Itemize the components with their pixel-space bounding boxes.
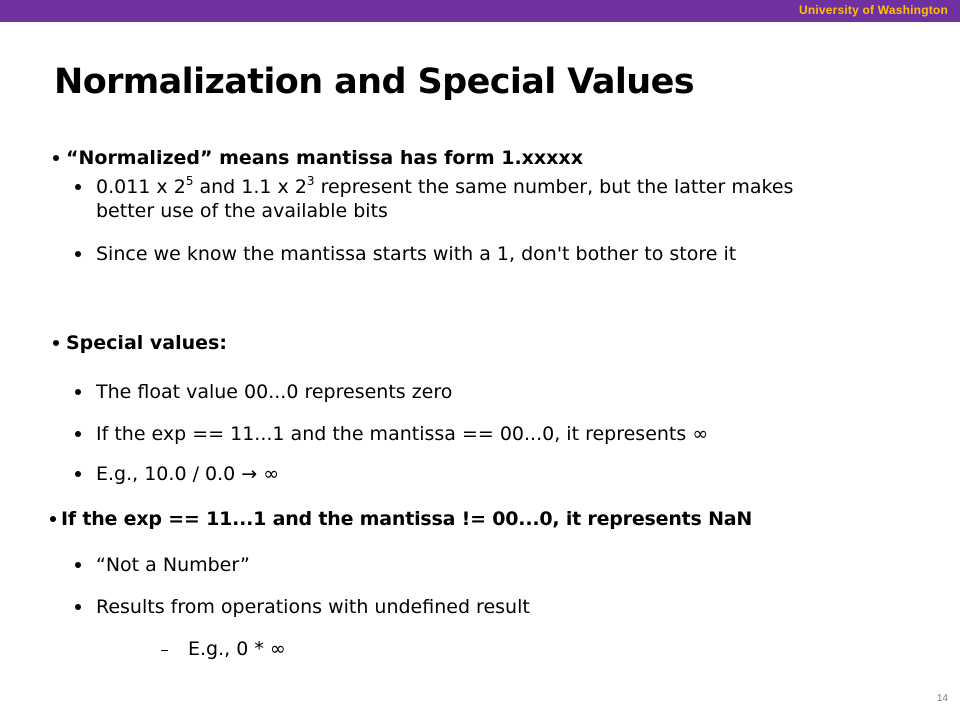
nan-point-not-a-number: “Not a Number” — [96, 554, 250, 576]
dash-bullet — [161, 650, 168, 651]
institution-name: University of Washington — [798, 3, 948, 17]
nan-example: E.g., 0 * ∞ — [188, 638, 286, 660]
normalized-point-1-continued: better use of the available bits — [96, 200, 388, 222]
normalized-point-1: 0.011 x $2^5$ and 1.1 x $2^3$ represent the same number, but the latter makes — [96, 174, 794, 198]
special-values-heading: Special values: — [66, 332, 227, 354]
nan-point-undefined: Results from operations with undefined result — [96, 596, 530, 618]
bullet-dot — [75, 471, 81, 477]
bullet-dot — [75, 251, 81, 257]
header-bar — [0, 0, 960, 22]
bullet-dot — [75, 184, 81, 190]
bullet-dot — [75, 604, 81, 610]
bullet-dot — [75, 389, 81, 395]
page-number: 14 — [936, 693, 948, 704]
special-point-infinity: If the exp == 11...1 and the mantissa == 00...0, it represents ∞ — [96, 423, 709, 445]
normalized-heading: “Normalized” means mantissa has form 1.xxxxx — [66, 147, 583, 169]
slide-title: Normalization and Special Values — [54, 62, 694, 102]
bullet-dot — [50, 516, 56, 522]
nan-heading: If the exp == 11...1 and the mantissa != 00...0, it represents NaN — [61, 508, 753, 530]
special-point-zero: The float value 00...0 represents zero — [96, 381, 453, 403]
normalized-point-2: Since we know the mantissa starts with a 1, don't bother to store it — [96, 243, 737, 265]
bullet-dot — [75, 431, 81, 437]
bullet-dot — [75, 562, 81, 568]
special-point-example: E.g., 10.0 / 0.0 → ∞ — [96, 463, 280, 485]
bullet-dot — [53, 155, 59, 161]
bullet-dot — [53, 340, 59, 346]
